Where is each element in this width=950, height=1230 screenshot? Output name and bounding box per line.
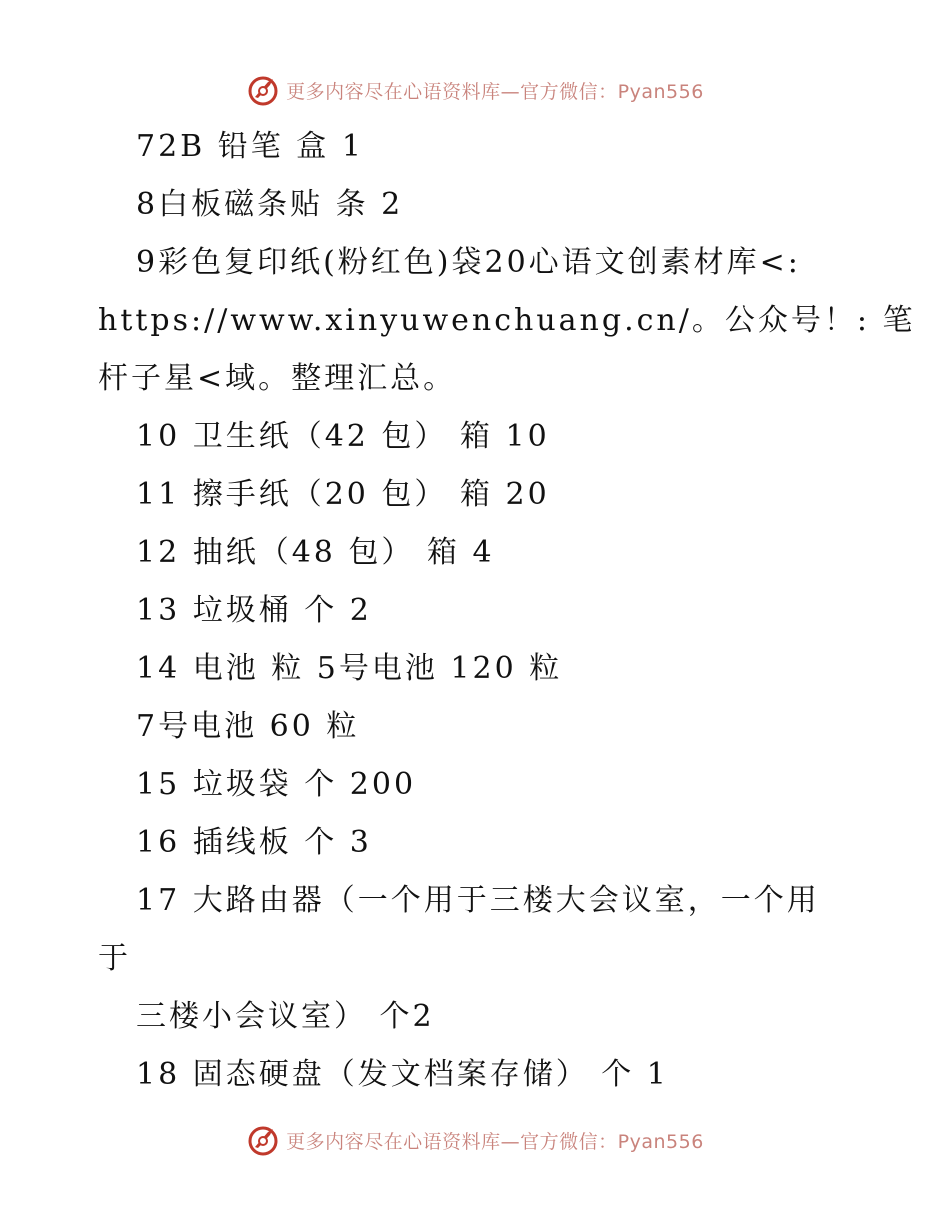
quill-seal-logo-icon — [246, 1123, 280, 1157]
document-line: 10 卫生纸（42 包） 箱 10 — [136, 419, 550, 454]
document-line: 13 垃圾桶 个 2 — [136, 593, 372, 628]
document-line: 8白板磁条贴 条 2 — [136, 187, 404, 222]
document-line: 16 插线板 个 3 — [136, 825, 372, 860]
document-line: 12 抽纸（48 包） 箱 4 — [136, 535, 495, 570]
document-line: 于 — [98, 941, 131, 976]
footer-banner — [0, 1120, 950, 1160]
header-banner — [0, 70, 950, 110]
document-line: 18 固态硬盘（发文档案存储） 个 1 — [136, 1057, 669, 1092]
document-line: https://www.xinyuwenchuang.cn/。公众号！: 笔 — [98, 303, 916, 338]
document-line: 7号电池 60 粒 — [136, 709, 360, 744]
document-line: 9彩色复印纸(粉红色)袋20心语文创素材库<: — [136, 245, 801, 280]
document-line: 14 电池 粒 5号电池 120 粒 — [136, 651, 563, 686]
document-line: 三楼小会议室） 个2 — [136, 999, 435, 1034]
document-line: 杆子星<域。整理汇总。 — [98, 361, 457, 396]
quill-seal-logo-icon — [246, 73, 280, 107]
document-line: 72B 铅笔 盒 1 — [136, 129, 364, 164]
document-line: 17 大路由器（一个用于三楼大会议室，一个用 — [136, 883, 820, 918]
document-line: 15 垃圾袋 个 200 — [136, 767, 417, 802]
header-banner-text: 更多内容尽在心语资料库—官方微信：Pyan556 — [286, 80, 704, 103]
document-body — [98, 118, 916, 1104]
footer-banner-text: 更多内容尽在心语资料库—官方微信：Pyan556 — [286, 1130, 704, 1153]
document-line: 11 擦手纸（20 包） 箱 20 — [136, 477, 550, 512]
